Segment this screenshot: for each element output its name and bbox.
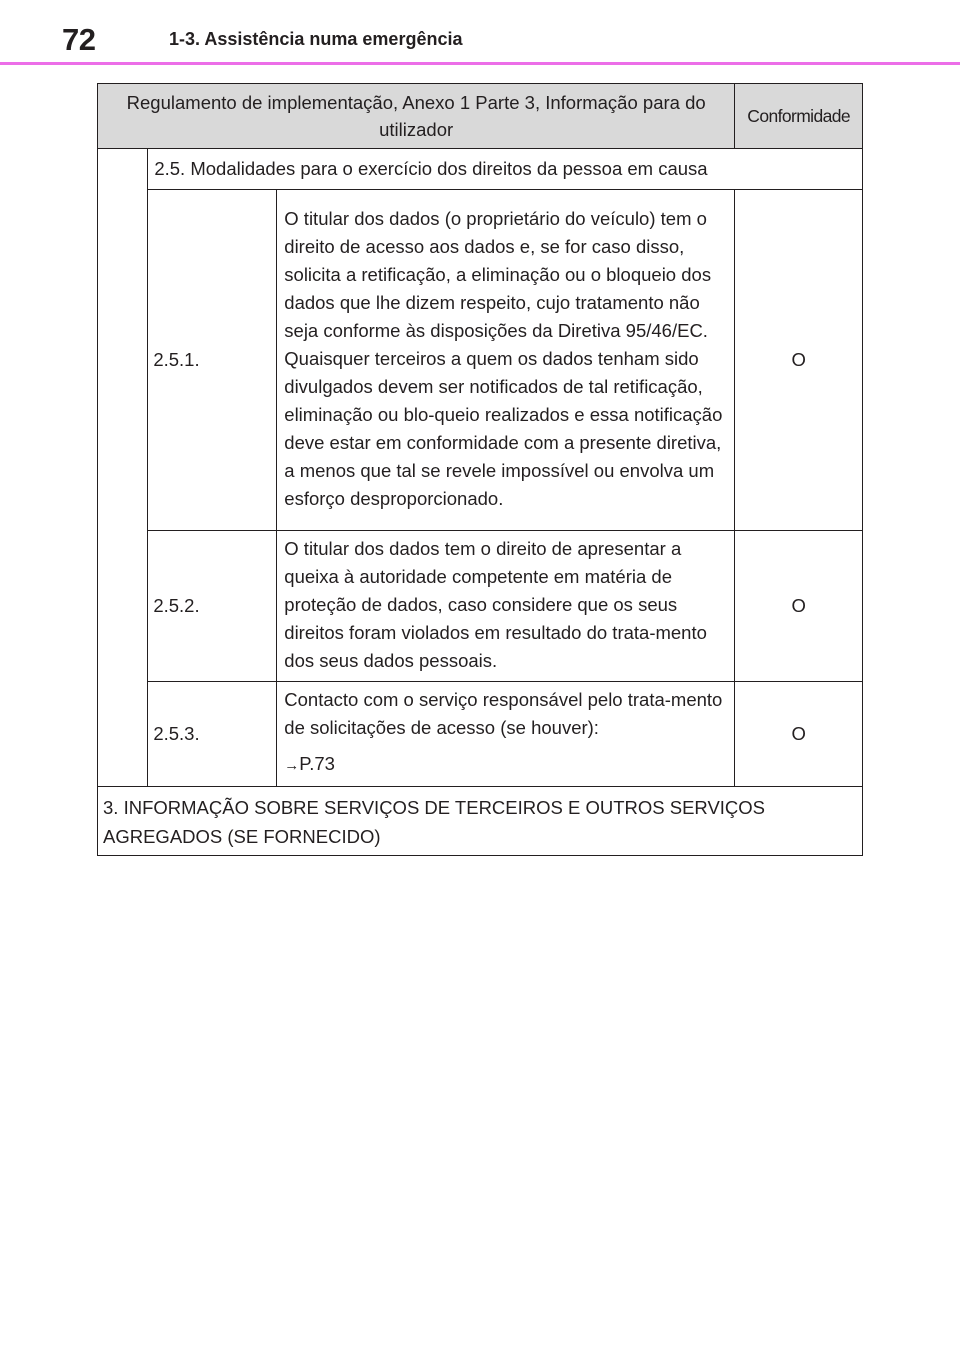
row-number: 2.5.1.	[148, 190, 277, 531]
row-conformity: O	[735, 682, 863, 787]
row-description: O titular dos dados (o proprietário do veículo) tem o direito de acesso aos dados e, se for caso disso, solicita a retificação, a eliminação ou o bloqueio dos dados que lhe dizem respeito, cujo tratamento não seja conforme às disposições da Diretiva 95/46/EC. Quaisquer terceiros a quem os dados tenham sido divulgados devem ser notificados de tal retificação, eliminação ou blo-queio realizados e essa notificação deve estar em conformidade com a presente diretiva, a menos que tal se revele impossível ou envolva um esforço desproporcionado.	[277, 190, 735, 531]
table-row	[98, 531, 863, 682]
row-description: Contacto com o serviço responsável pelo trata-mento de solicitações de acesso (se houver):	[284, 689, 723, 738]
header-rule	[0, 62, 960, 65]
column-header-regulation: Regulamento de implementação, Anexo 1 Parte 3, Informação para do utilizador	[98, 84, 735, 149]
table-final-row	[98, 787, 863, 856]
regulation-table	[97, 83, 863, 856]
table-header-row	[98, 84, 863, 149]
arrow-right-icon: →	[284, 757, 300, 774]
row-number: 2.5.2.	[148, 531, 277, 682]
page-reference	[284, 750, 728, 780]
page-number: 72	[62, 22, 96, 57]
column-header-conformity: Conformidade	[735, 84, 863, 149]
section-row-title: 2.5. Modalidades para o exercício dos direitos da pessoa em causa	[148, 149, 863, 190]
page-reference-link[interactable]: P.73	[299, 753, 335, 774]
page-header	[0, 0, 960, 66]
table-row	[98, 682, 863, 787]
table-section-row	[98, 149, 863, 190]
row-conformity: O	[735, 531, 863, 682]
section-title: 1-3. Assistência numa emergência	[169, 29, 463, 49]
row-conformity: O	[735, 190, 863, 531]
indent-cell	[98, 149, 148, 787]
row-number: 2.5.3.	[148, 682, 277, 787]
row-description-cell	[277, 682, 735, 787]
row-description: O titular dos dados tem o direito de apresentar a queixa à autoridade competente em matéria de proteção de dados, caso considere que os seus direitos foram violados em resultado do trata-mento dos seus dados pessoais.	[277, 531, 735, 682]
table-row	[98, 190, 863, 531]
final-row-title: 3. INFORMAÇÃO SOBRE SERVIÇOS DE TERCEIROS E OUTROS SERVIÇOS AGREGADOS (SE FORNECIDO)	[98, 787, 863, 856]
